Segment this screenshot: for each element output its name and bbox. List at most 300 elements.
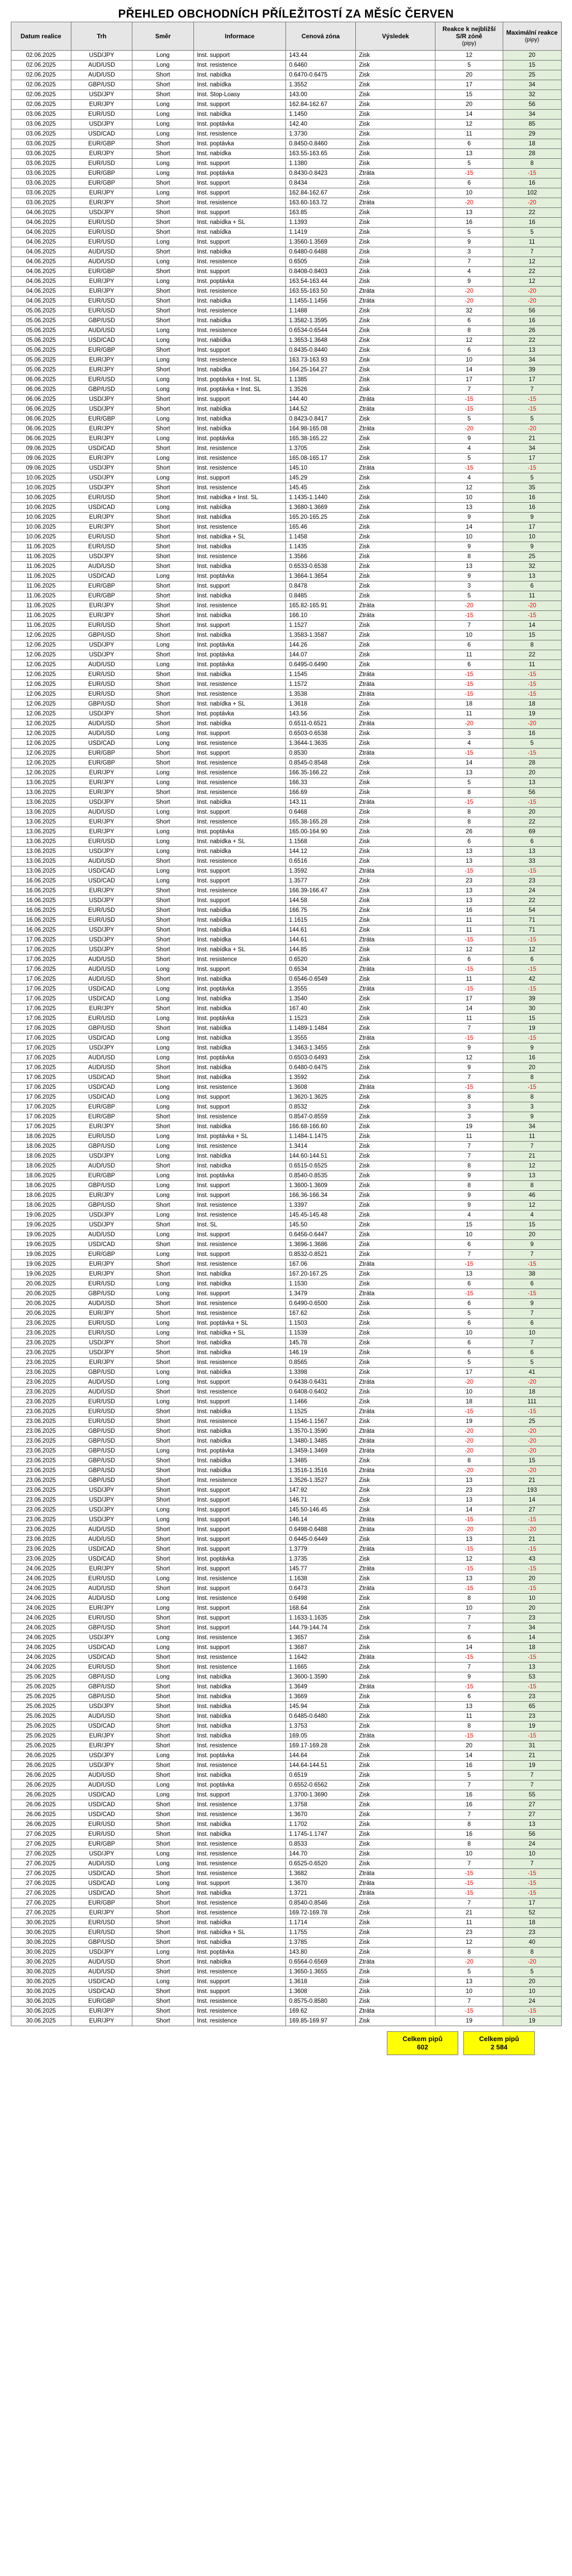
cell-zone: 0.6495-0.6490 bbox=[285, 660, 355, 670]
cell-info: Inst. support bbox=[193, 1486, 285, 1495]
cell-zone: 147.92 bbox=[285, 1486, 355, 1495]
cell-direction: Short bbox=[132, 1623, 194, 1633]
cell-result: Zisk bbox=[356, 277, 435, 287]
cell-date: 03.06.2025 bbox=[11, 129, 71, 139]
table-row bbox=[11, 1102, 561, 1112]
cell-max: 21 bbox=[503, 1151, 561, 1161]
cell-direction: Long bbox=[132, 1142, 194, 1151]
cell-rr: 9 bbox=[435, 1201, 503, 1210]
cell-max: -15 bbox=[503, 1889, 561, 1898]
cell-zone: 0.6473 bbox=[285, 1584, 355, 1594]
cell-pair: USD/CAD bbox=[71, 994, 132, 1004]
cell-max: 25 bbox=[503, 70, 561, 80]
cell-direction: Short bbox=[132, 896, 194, 906]
cell-max: 21 bbox=[503, 1535, 561, 1545]
cell-pair: EUR/JPY bbox=[71, 365, 132, 375]
table-row bbox=[11, 306, 561, 316]
cell-zone: 143.44 bbox=[285, 51, 355, 61]
cell-pair: USD/CAD bbox=[71, 1092, 132, 1102]
cell-zone: 143.56 bbox=[285, 709, 355, 719]
cell-date: 12.06.2025 bbox=[11, 719, 71, 729]
cell-rr: 4 bbox=[435, 267, 503, 277]
cell-max: 17 bbox=[503, 522, 561, 532]
cell-info: Inst. resistence bbox=[193, 1358, 285, 1368]
cell-result: Zisk bbox=[356, 945, 435, 955]
table-row bbox=[11, 690, 561, 699]
cell-rr: 7 bbox=[435, 621, 503, 631]
cell-date: 30.06.2025 bbox=[11, 1977, 71, 1987]
cell-result: Zisk bbox=[356, 1112, 435, 1122]
cell-info: Inst. nabídka bbox=[193, 975, 285, 984]
cell-rr: 14 bbox=[435, 1505, 503, 1515]
cell-info: Inst. support bbox=[193, 51, 285, 61]
cell-info: Inst. resistence bbox=[193, 1810, 285, 1820]
cell-date: 06.06.2025 bbox=[11, 414, 71, 424]
cell-max: 56 bbox=[503, 306, 561, 316]
cell-rr: 9 bbox=[435, 1063, 503, 1073]
cell-rr: 8 bbox=[435, 807, 503, 817]
cell-info: Inst. Stop-Loasy bbox=[193, 90, 285, 100]
cell-pair: USD/JPY bbox=[71, 1633, 132, 1643]
cell-max: 15 bbox=[503, 631, 561, 640]
cell-date: 25.06.2025 bbox=[11, 1672, 71, 1682]
cell-max: -15 bbox=[503, 798, 561, 807]
cell-zone: 0.6498 bbox=[285, 1594, 355, 1604]
cell-rr: 16 bbox=[435, 1800, 503, 1810]
cell-direction: Long bbox=[132, 876, 194, 886]
cell-direction: Short bbox=[132, 650, 194, 660]
cell-rr: 5 bbox=[435, 228, 503, 237]
cell-direction: Long bbox=[132, 739, 194, 748]
cell-result: Zisk bbox=[356, 139, 435, 149]
cell-date: 24.06.2025 bbox=[11, 1623, 71, 1633]
cell-direction: Long bbox=[132, 1250, 194, 1260]
cell-max: -15 bbox=[503, 866, 561, 876]
cell-pair: USD/JPY bbox=[71, 847, 132, 857]
cell-max: -15 bbox=[503, 1083, 561, 1092]
cell-zone: 145.29 bbox=[285, 473, 355, 483]
cell-zone: 144.70 bbox=[285, 1849, 355, 1859]
cell-zone: 0.6515-0.6525 bbox=[285, 1161, 355, 1171]
cell-pair: USD/CAD bbox=[71, 739, 132, 748]
cell-result: Zisk bbox=[356, 1092, 435, 1102]
table-row bbox=[11, 532, 561, 542]
cell-rr: -15 bbox=[435, 866, 503, 876]
cell-info: Inst. resistence bbox=[193, 1908, 285, 1918]
cell-direction: Short bbox=[132, 1889, 194, 1898]
cell-date: 12.06.2025 bbox=[11, 640, 71, 650]
cell-result: Zisk bbox=[356, 1643, 435, 1653]
cell-zone: 1.1419 bbox=[285, 228, 355, 237]
cell-info: Inst. support bbox=[193, 1102, 285, 1112]
cell-info: Inst. resistence bbox=[193, 1387, 285, 1397]
cell-rr: 7 bbox=[435, 385, 503, 395]
cell-direction: Short bbox=[132, 405, 194, 414]
table-row bbox=[11, 719, 561, 729]
cell-rr: 16 bbox=[435, 1830, 503, 1839]
cell-info: Inst. nabídka bbox=[193, 1692, 285, 1702]
cell-max: 26 bbox=[503, 326, 561, 336]
cell-direction: Short bbox=[132, 70, 194, 80]
cell-rr: 14 bbox=[435, 758, 503, 768]
cell-zone: 166.75 bbox=[285, 906, 355, 916]
cell-result: Ztráta bbox=[356, 748, 435, 758]
cell-direction: Long bbox=[132, 434, 194, 444]
cell-zone: 1.3577 bbox=[285, 876, 355, 886]
cell-max: 25 bbox=[503, 552, 561, 562]
cell-date: 10.06.2025 bbox=[11, 513, 71, 522]
cell-max: 32 bbox=[503, 90, 561, 100]
cell-info: Inst. resistence bbox=[193, 61, 285, 70]
cell-rr: 14 bbox=[435, 1004, 503, 1014]
cell-max: -20 bbox=[503, 1957, 561, 1967]
table-row bbox=[11, 1043, 561, 1053]
table-row bbox=[11, 1201, 561, 1210]
cell-info: Inst. support bbox=[193, 159, 285, 169]
table-row bbox=[11, 178, 561, 188]
cell-rr: 6 bbox=[435, 1338, 503, 1348]
cell-rr: -20 bbox=[435, 1427, 503, 1436]
cell-max: 10 bbox=[503, 1328, 561, 1338]
cell-zone: 1.3721 bbox=[285, 1889, 355, 1898]
cell-info: Inst. resistence bbox=[193, 1800, 285, 1810]
cell-result: Zisk bbox=[356, 1063, 435, 1073]
table-row bbox=[11, 994, 561, 1004]
cell-rr: 13 bbox=[435, 1574, 503, 1584]
cell-direction: Long bbox=[132, 237, 194, 247]
cell-max: -15 bbox=[503, 1260, 561, 1269]
cell-rr: 19 bbox=[435, 2016, 503, 2026]
cell-result: Zisk bbox=[356, 1898, 435, 1908]
cell-pair: AUD/USD bbox=[71, 729, 132, 739]
cell-max: 20 bbox=[503, 1977, 561, 1987]
cell-result: Zisk bbox=[356, 503, 435, 513]
cell-zone: 144.07 bbox=[285, 650, 355, 660]
cell-zone: 1.3479 bbox=[285, 1289, 355, 1299]
cell-date: 04.06.2025 bbox=[11, 228, 71, 237]
table-row bbox=[11, 463, 561, 473]
cell-info: Inst. nabídka bbox=[193, 110, 285, 119]
cell-pair: EUR/USD bbox=[71, 690, 132, 699]
cell-date: 17.06.2025 bbox=[11, 1063, 71, 1073]
cell-info: Inst. nabídka + SL bbox=[193, 945, 285, 955]
cell-direction: Long bbox=[132, 1083, 194, 1092]
header-zone: Cenová zóna bbox=[285, 22, 355, 51]
cell-max: -15 bbox=[503, 1545, 561, 1554]
cell-date: 11.06.2025 bbox=[11, 611, 71, 621]
cell-result: Zisk bbox=[356, 1230, 435, 1240]
cell-zone: 1.1450 bbox=[285, 110, 355, 119]
cell-date: 04.06.2025 bbox=[11, 296, 71, 306]
cell-direction: Short bbox=[132, 218, 194, 228]
table-row bbox=[11, 611, 561, 621]
cell-zone: 0.8450-0.8460 bbox=[285, 139, 355, 149]
cell-direction: Short bbox=[132, 178, 194, 188]
cell-zone: 144.58 bbox=[285, 896, 355, 906]
cell-result: Zisk bbox=[356, 188, 435, 198]
cell-max: 16 bbox=[503, 178, 561, 188]
cell-pair: USD/CAD bbox=[71, 984, 132, 994]
cell-max: 6 bbox=[503, 1319, 561, 1328]
cell-info: Inst. poptávka bbox=[193, 1780, 285, 1790]
cell-result: Ztráta bbox=[356, 690, 435, 699]
cell-direction: Short bbox=[132, 1918, 194, 1928]
cell-info: Inst. resistence bbox=[193, 463, 285, 473]
table-row bbox=[11, 228, 561, 237]
cell-info: Inst. support bbox=[193, 1505, 285, 1515]
cell-date: 24.06.2025 bbox=[11, 1633, 71, 1643]
cell-result: Zisk bbox=[356, 857, 435, 866]
cell-pair: EUR/USD bbox=[71, 1407, 132, 1417]
cell-pair: USD/JPY bbox=[71, 1151, 132, 1161]
cell-pair: USD/JPY bbox=[71, 1495, 132, 1505]
cell-zone: 1.3705 bbox=[285, 444, 355, 454]
cell-zone: 163.60-163.72 bbox=[285, 198, 355, 208]
table-row bbox=[11, 1397, 561, 1407]
table-row bbox=[11, 1623, 561, 1633]
cell-result: Zisk bbox=[356, 365, 435, 375]
cell-zone: 144.61 bbox=[285, 925, 355, 935]
cell-date: 26.06.2025 bbox=[11, 1820, 71, 1830]
cell-max: -15 bbox=[503, 1653, 561, 1663]
cell-info: Inst. resistence bbox=[193, 886, 285, 896]
cell-date: 13.06.2025 bbox=[11, 778, 71, 788]
cell-max: -15 bbox=[503, 1879, 561, 1889]
cell-info: Inst. resistence bbox=[193, 287, 285, 296]
cell-date: 09.06.2025 bbox=[11, 463, 71, 473]
summary-gap bbox=[458, 2032, 464, 2055]
cell-rr: 7 bbox=[435, 1024, 503, 1034]
cell-max: 54 bbox=[503, 906, 561, 916]
cell-info: Inst. nabídka bbox=[193, 247, 285, 257]
cell-pair: EUR/USD bbox=[71, 1663, 132, 1672]
cell-pair: AUD/USD bbox=[71, 965, 132, 975]
cell-max: -15 bbox=[503, 680, 561, 690]
cell-info: Inst. nabídka bbox=[193, 542, 285, 552]
cell-result: Zisk bbox=[356, 1574, 435, 1584]
cell-rr: 7 bbox=[435, 1073, 503, 1083]
cell-info: Inst. poptávka bbox=[193, 1751, 285, 1761]
cell-max: -15 bbox=[503, 690, 561, 699]
table-row bbox=[11, 1967, 561, 1977]
cell-pair: EUR/USD bbox=[71, 493, 132, 503]
cell-date: 25.06.2025 bbox=[11, 1712, 71, 1721]
cell-result: Zisk bbox=[356, 1780, 435, 1790]
cell-pair: AUD/USD bbox=[71, 1712, 132, 1721]
cell-direction: Short bbox=[132, 1731, 194, 1741]
cell-date: 05.06.2025 bbox=[11, 326, 71, 336]
cell-direction: Short bbox=[132, 493, 194, 503]
cell-max: 39 bbox=[503, 365, 561, 375]
cell-result: Zisk bbox=[356, 1554, 435, 1564]
table-row bbox=[11, 395, 561, 405]
table-row bbox=[11, 1535, 561, 1545]
cell-max: 15 bbox=[503, 61, 561, 70]
cell-max: 24 bbox=[503, 886, 561, 896]
cell-rr: 14 bbox=[435, 365, 503, 375]
cell-direction: Long bbox=[132, 1279, 194, 1289]
cell-date: 23.06.2025 bbox=[11, 1436, 71, 1446]
cell-date: 25.06.2025 bbox=[11, 1702, 71, 1712]
cell-direction: Long bbox=[132, 326, 194, 336]
cell-max: -15 bbox=[503, 1682, 561, 1692]
cell-result: Ztráta bbox=[356, 719, 435, 729]
cell-rr: 13 bbox=[435, 768, 503, 778]
table-row bbox=[11, 1545, 561, 1554]
cell-max: 11 bbox=[503, 591, 561, 601]
cell-direction: Short bbox=[132, 719, 194, 729]
cell-date: 17.06.2025 bbox=[11, 1112, 71, 1122]
cell-date: 27.06.2025 bbox=[11, 1908, 71, 1918]
cell-info: Inst. support bbox=[193, 395, 285, 405]
cell-pair: GBP/USD bbox=[71, 1456, 132, 1466]
cell-date: 05.06.2025 bbox=[11, 316, 71, 326]
cell-rr: 9 bbox=[435, 1043, 503, 1053]
cell-max: 12 bbox=[503, 277, 561, 287]
cell-max: 13 bbox=[503, 1820, 561, 1830]
cell-rr: 26 bbox=[435, 827, 503, 837]
cell-max: 71 bbox=[503, 925, 561, 935]
table-row bbox=[11, 287, 561, 296]
cell-pair: USD/JPY bbox=[71, 1220, 132, 1230]
cell-zone: 145.77 bbox=[285, 1564, 355, 1574]
cell-date: 30.06.2025 bbox=[11, 1918, 71, 1928]
cell-pair: EUR/JPY bbox=[71, 778, 132, 788]
cell-rr: 19 bbox=[435, 1417, 503, 1427]
header-result: Výsledek bbox=[356, 22, 435, 51]
cell-result: Zisk bbox=[356, 640, 435, 650]
cell-rr: 20 bbox=[435, 70, 503, 80]
cell-date: 10.06.2025 bbox=[11, 493, 71, 503]
cell-date: 18.06.2025 bbox=[11, 1201, 71, 1210]
cell-pair: USD/CAD bbox=[71, 1083, 132, 1092]
table-row bbox=[11, 169, 561, 178]
cell-max: 22 bbox=[503, 267, 561, 277]
cell-zone: 1.1530 bbox=[285, 1279, 355, 1289]
table-row bbox=[11, 1368, 561, 1377]
cell-pair: GBP/USD bbox=[71, 1427, 132, 1436]
cell-date: 23.06.2025 bbox=[11, 1535, 71, 1545]
cell-pair: AUD/USD bbox=[71, 1957, 132, 1967]
cell-rr: -15 bbox=[435, 1545, 503, 1554]
cell-date: 18.06.2025 bbox=[11, 1171, 71, 1181]
cell-date: 23.06.2025 bbox=[11, 1446, 71, 1456]
cell-info: Inst. poptávka bbox=[193, 139, 285, 149]
cell-info: Inst. support bbox=[193, 1564, 285, 1574]
cell-rr: 9 bbox=[435, 513, 503, 522]
cell-date: 10.06.2025 bbox=[11, 483, 71, 493]
cell-rr: 6 bbox=[435, 1348, 503, 1358]
cell-pair: EUR/GBP bbox=[71, 1112, 132, 1122]
table-row bbox=[11, 1908, 561, 1918]
cell-pair: EUR/USD bbox=[71, 542, 132, 552]
cell-zone: 0.8532 bbox=[285, 1102, 355, 1112]
cell-pair: EUR/JPY bbox=[71, 1004, 132, 1014]
cell-rr: 10 bbox=[435, 493, 503, 503]
cell-result: Zisk bbox=[356, 1604, 435, 1613]
cell-direction: Short bbox=[132, 562, 194, 572]
cell-zone: 0.8485 bbox=[285, 591, 355, 601]
cell-direction: Short bbox=[132, 1299, 194, 1309]
cell-rr: 6 bbox=[435, 1240, 503, 1250]
cell-info: Inst. nabídka bbox=[193, 1771, 285, 1780]
cell-pair: EUR/USD bbox=[71, 1417, 132, 1427]
table-row bbox=[11, 1682, 561, 1692]
cell-rr: 23 bbox=[435, 1486, 503, 1495]
cell-info: Inst. resistence bbox=[193, 817, 285, 827]
cell-date: 12.06.2025 bbox=[11, 660, 71, 670]
cell-result: Zisk bbox=[356, 739, 435, 748]
cell-max: -15 bbox=[503, 748, 561, 758]
cell-rr: 7 bbox=[435, 1780, 503, 1790]
cell-date: 03.06.2025 bbox=[11, 119, 71, 129]
cell-date: 18.06.2025 bbox=[11, 1142, 71, 1151]
cell-pair: EUR/JPY bbox=[71, 611, 132, 621]
cell-info: Inst. nabídka bbox=[193, 562, 285, 572]
cell-zone: 144.85 bbox=[285, 945, 355, 955]
cell-max: 9 bbox=[503, 1299, 561, 1309]
summary-value-1: 602 bbox=[417, 2043, 428, 2051]
cell-max: 21 bbox=[503, 1751, 561, 1761]
cell-max: 21 bbox=[503, 434, 561, 444]
cell-rr: 8 bbox=[435, 1839, 503, 1849]
cell-direction: Short bbox=[132, 886, 194, 896]
cell-zone: 166.33 bbox=[285, 778, 355, 788]
cell-max: 46 bbox=[503, 1191, 561, 1201]
cell-pair: USD/CAD bbox=[71, 1869, 132, 1879]
cell-direction: Long bbox=[132, 572, 194, 581]
table-row bbox=[11, 1653, 561, 1663]
cell-info: Inst. resistence bbox=[193, 1299, 285, 1309]
cell-date: 26.06.2025 bbox=[11, 1751, 71, 1761]
table-row bbox=[11, 1977, 561, 1987]
cell-info: Inst. support bbox=[193, 807, 285, 817]
cell-info: Inst. poptávka bbox=[193, 434, 285, 444]
cell-direction: Long bbox=[132, 129, 194, 139]
cell-result: Zisk bbox=[356, 709, 435, 719]
cell-info: Inst. support bbox=[193, 896, 285, 906]
cell-result: Ztráta bbox=[356, 395, 435, 405]
table-row bbox=[11, 975, 561, 984]
cell-date: 06.06.2025 bbox=[11, 424, 71, 434]
cell-direction: Short bbox=[132, 1260, 194, 1269]
cell-direction: Long bbox=[132, 1014, 194, 1024]
cell-pair: USD/JPY bbox=[71, 640, 132, 650]
cell-direction: Short bbox=[132, 1653, 194, 1663]
table-row bbox=[11, 1466, 561, 1476]
cell-info: Inst. nabídka bbox=[193, 1938, 285, 1948]
cell-zone: 0.8540-0.8546 bbox=[285, 1898, 355, 1908]
cell-pair: EUR/USD bbox=[71, 1014, 132, 1024]
cell-max: 9 bbox=[503, 542, 561, 552]
cell-date: 30.06.2025 bbox=[11, 2006, 71, 2016]
cell-date: 02.06.2025 bbox=[11, 51, 71, 61]
cell-result: Zisk bbox=[356, 817, 435, 827]
cell-rr: 6 bbox=[435, 1299, 503, 1309]
cell-pair: USD/JPY bbox=[71, 483, 132, 493]
cell-max: -15 bbox=[503, 670, 561, 680]
cell-max: 30 bbox=[503, 1004, 561, 1014]
cell-pair: USD/CAD bbox=[71, 1034, 132, 1043]
cell-date: 18.06.2025 bbox=[11, 1181, 71, 1191]
cell-direction: Short bbox=[132, 1456, 194, 1466]
table-row bbox=[11, 1112, 561, 1122]
table-row bbox=[11, 1092, 561, 1102]
table-row bbox=[11, 1505, 561, 1515]
cell-date: 26.06.2025 bbox=[11, 1771, 71, 1780]
cell-max: -15 bbox=[503, 1034, 561, 1043]
cell-result: Ztráta bbox=[356, 405, 435, 414]
